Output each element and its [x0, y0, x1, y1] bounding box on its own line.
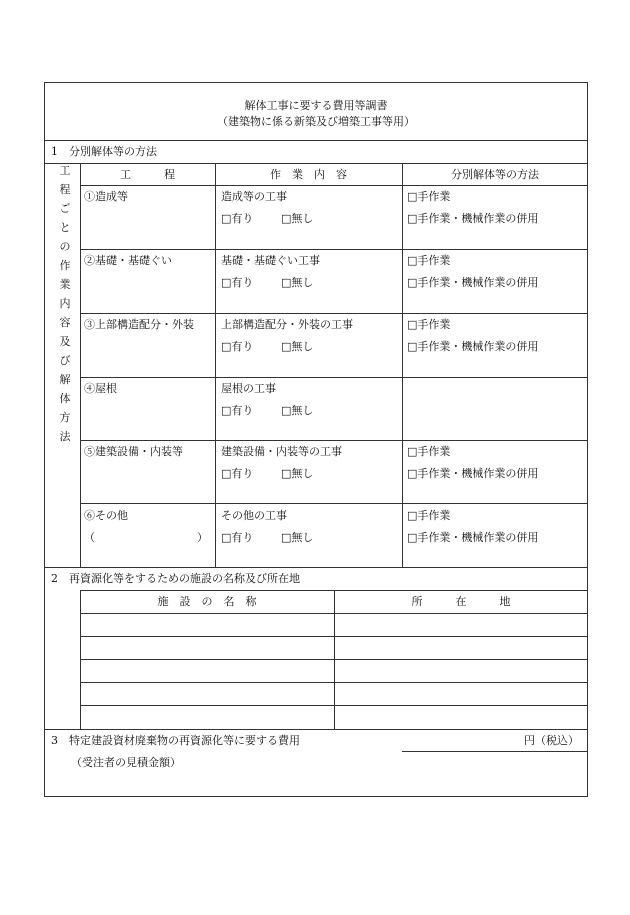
table-line — [80, 636, 588, 637]
table-line — [80, 163, 81, 567]
form-frame — [44, 82, 588, 797]
table-line — [80, 613, 588, 614]
work-cell: 屋根の工事 — [221, 382, 276, 395]
header-location: 所 在 地 — [411, 595, 511, 608]
checkbox-yes[interactable]: □有り — [221, 404, 254, 417]
header-method: 分別解体等の方法 — [451, 168, 539, 181]
divider — [45, 140, 588, 141]
checkbox-combined[interactable]: □手作業・機械作業の併用 — [407, 340, 539, 353]
checkbox-manual[interactable]: □手作業 — [407, 445, 451, 458]
table-line — [80, 377, 588, 378]
section3-subtitle: （受注者の見積金額） — [71, 756, 181, 769]
checkbox-combined[interactable]: □手作業・機械作業の併用 — [407, 276, 539, 289]
checkbox-no[interactable]: □無し — [281, 404, 314, 417]
checkbox-yes[interactable]: □有り — [221, 340, 254, 353]
checkbox-no[interactable]: □無し — [281, 276, 314, 289]
divider — [45, 567, 588, 568]
work-cell: 建築設備・内装等の工事 — [221, 445, 342, 458]
divider — [45, 729, 588, 730]
header-facility-name: 施 設 の 名 称 — [157, 595, 257, 608]
checkbox-combined[interactable]: □手作業・機械作業の併用 — [407, 467, 539, 480]
checkbox-manual[interactable]: □手作業 — [407, 509, 451, 522]
work-cell: 基礎・基礎ぐい工事 — [221, 254, 320, 267]
process-cell: ①造成等 — [84, 190, 128, 203]
section1-heading: 1 分別解体等の方法 — [51, 145, 157, 158]
table-line — [80, 249, 588, 250]
cost-unit: 円（税込） — [524, 734, 579, 747]
checkbox-manual[interactable]: □手作業 — [407, 254, 451, 267]
header-process: 工 程 — [120, 168, 175, 181]
paren-close: ） — [197, 531, 208, 544]
checkbox-combined[interactable]: □手作業・機械作業の併用 — [407, 531, 539, 544]
divider — [45, 163, 588, 164]
table-line — [80, 705, 588, 706]
checkbox-yes[interactable]: □有り — [221, 276, 254, 289]
work-cell: 造成等の工事 — [221, 190, 287, 203]
table-line — [215, 163, 216, 567]
table-line — [80, 503, 588, 504]
checkbox-yes[interactable]: □有り — [221, 467, 254, 480]
checkbox-manual[interactable]: □手作業 — [407, 318, 451, 331]
checkbox-yes[interactable]: □有り — [221, 531, 254, 544]
checkbox-yes[interactable]: □有り — [221, 212, 254, 225]
table-line — [80, 682, 588, 683]
work-cell: 上部構造配分・外装の工事 — [221, 318, 353, 331]
form-title: 解体工事に要する費用等調書 — [244, 99, 388, 112]
table-line — [80, 659, 588, 660]
checkbox-manual[interactable]: □手作業 — [407, 190, 451, 203]
checkbox-no[interactable]: □無し — [281, 531, 314, 544]
table-line — [80, 313, 588, 314]
checkbox-no[interactable]: □無し — [281, 467, 314, 480]
process-cell: ⑤建築設備・内装等 — [84, 445, 183, 458]
process-cell: ②基礎・基礎ぐい — [84, 254, 172, 267]
process-cell: ④屋根 — [84, 382, 117, 395]
form-subtitle: （建築物に係る新築及び増築工事等用） — [217, 115, 415, 128]
section3-heading: 3 特定建設資材廃棄物の再資源化等に要する費用 — [51, 734, 300, 747]
checkbox-no[interactable]: □無し — [281, 340, 314, 353]
section2-heading: 2 再資源化等をするための施設の名称及び所在地 — [51, 572, 300, 585]
process-cell: ⑥その他 — [84, 509, 128, 522]
header-work: 作 業 内 容 — [270, 168, 347, 181]
checkbox-no[interactable]: □無し — [281, 212, 314, 225]
checkbox-combined[interactable]: □手作業・機械作業の併用 — [407, 212, 539, 225]
table-line — [80, 440, 588, 441]
side-label-vertical: 工 程 ご と の 作 業 内 容 及 び 解 体 方 法 — [59, 164, 71, 443]
paren-open: （ — [84, 531, 95, 544]
table-line — [80, 185, 588, 186]
process-cell: ③上部構造配分・外装 — [84, 318, 194, 331]
amount-underline — [402, 751, 588, 752]
work-cell: その他の工事 — [221, 509, 287, 522]
table-line — [402, 163, 403, 567]
